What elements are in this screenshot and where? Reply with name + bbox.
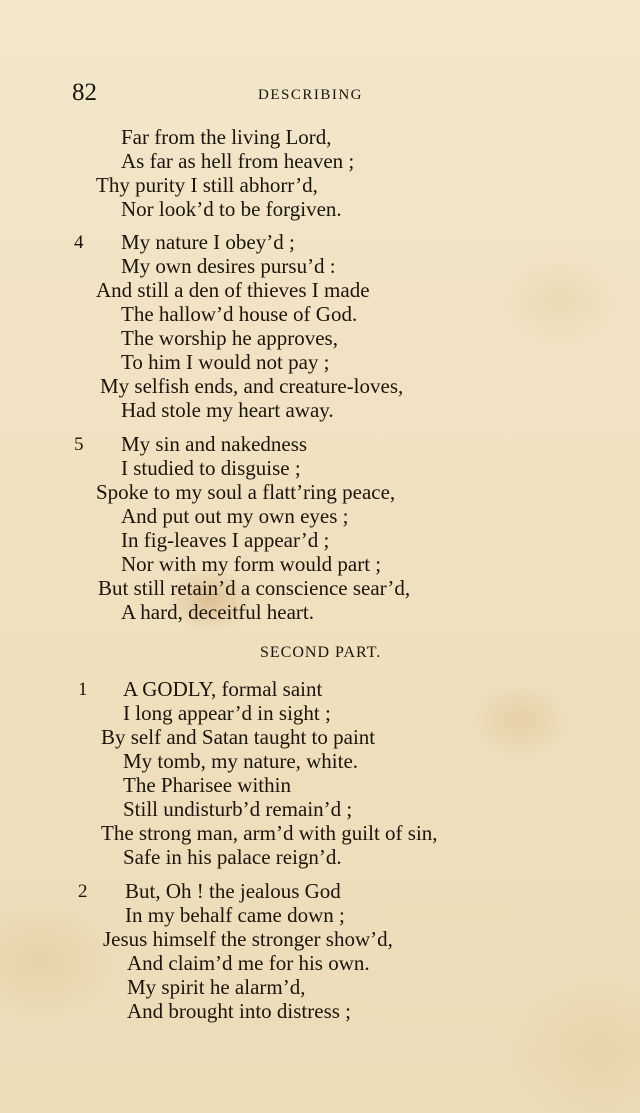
verse-line: My selfish ends, and creature-loves, [100, 374, 404, 398]
verse-line: My tomb, my nature, white. [123, 749, 359, 773]
verse-line: In fig-leaves I appear’d ; [121, 528, 330, 552]
verse-line: And claim’d me for his own. [127, 951, 370, 975]
running-head: DESCRIBING [258, 87, 364, 103]
stanza-number: 4 [74, 232, 84, 253]
verse-line: But still retain’d a conscience sear’d, [98, 576, 411, 600]
verse-line: My nature I obey’d ; [121, 230, 295, 254]
verse-line: My own desires pursu’d : [121, 254, 336, 278]
verse-line: But, Oh ! the jealous God [125, 879, 341, 903]
section-heading: SECOND PART. [260, 644, 382, 661]
verse-line: Nor with my form would part ; [121, 552, 382, 576]
verse-line: Jesus himself the stronger show’d, [103, 927, 393, 951]
verse-line: My sin and nakedness [121, 432, 308, 456]
verse-line: The strong man, arm’d with guilt of sin, [101, 821, 438, 845]
verse-line: Safe in his palace reign’d. [123, 845, 342, 869]
page-number: 82 [72, 79, 97, 106]
stanza-number: 1 [78, 679, 88, 700]
verse-line: I long appear’d in sight ; [123, 701, 331, 725]
verse-line: A hard, deceitful heart. [121, 600, 314, 624]
verse-line: My spirit he alarm’d, [127, 975, 306, 999]
verse-line: And still a den of thieves I made [96, 278, 370, 302]
verse-line: In my behalf came down ; [125, 903, 345, 927]
verse-line: Spoke to my soul a flatt’ring peace, [96, 480, 396, 504]
verse-line: As far as hell from heaven ; [121, 149, 355, 173]
verse-line: And put out my own eyes ; [121, 504, 349, 528]
verse-line: To him I would not pay ; [121, 350, 330, 374]
verse-line: Had stole my heart away. [121, 398, 334, 422]
stanza-number: 5 [74, 434, 84, 455]
verse-line: The Pharisee within [123, 773, 291, 797]
verse-line: The worship he approves, [121, 326, 338, 350]
verse-line: Still undisturb’d remain’d ; [123, 797, 353, 821]
verse-line: A GODLY, formal saint [123, 677, 323, 701]
verse-line: The hallow’d house of God. [121, 302, 358, 326]
verse-line: Thy purity I still abhorr’d, [96, 173, 318, 197]
verse-line: I studied to disguise ; [121, 456, 301, 480]
verse-line: Nor look’d to be forgiven. [121, 197, 342, 221]
stanza-number: 2 [78, 881, 88, 902]
verse-line: By self and Satan taught to paint [101, 725, 376, 749]
verse-line: Far from the living Lord, [121, 125, 332, 149]
verse-line: And brought into distress ; [127, 999, 351, 1023]
